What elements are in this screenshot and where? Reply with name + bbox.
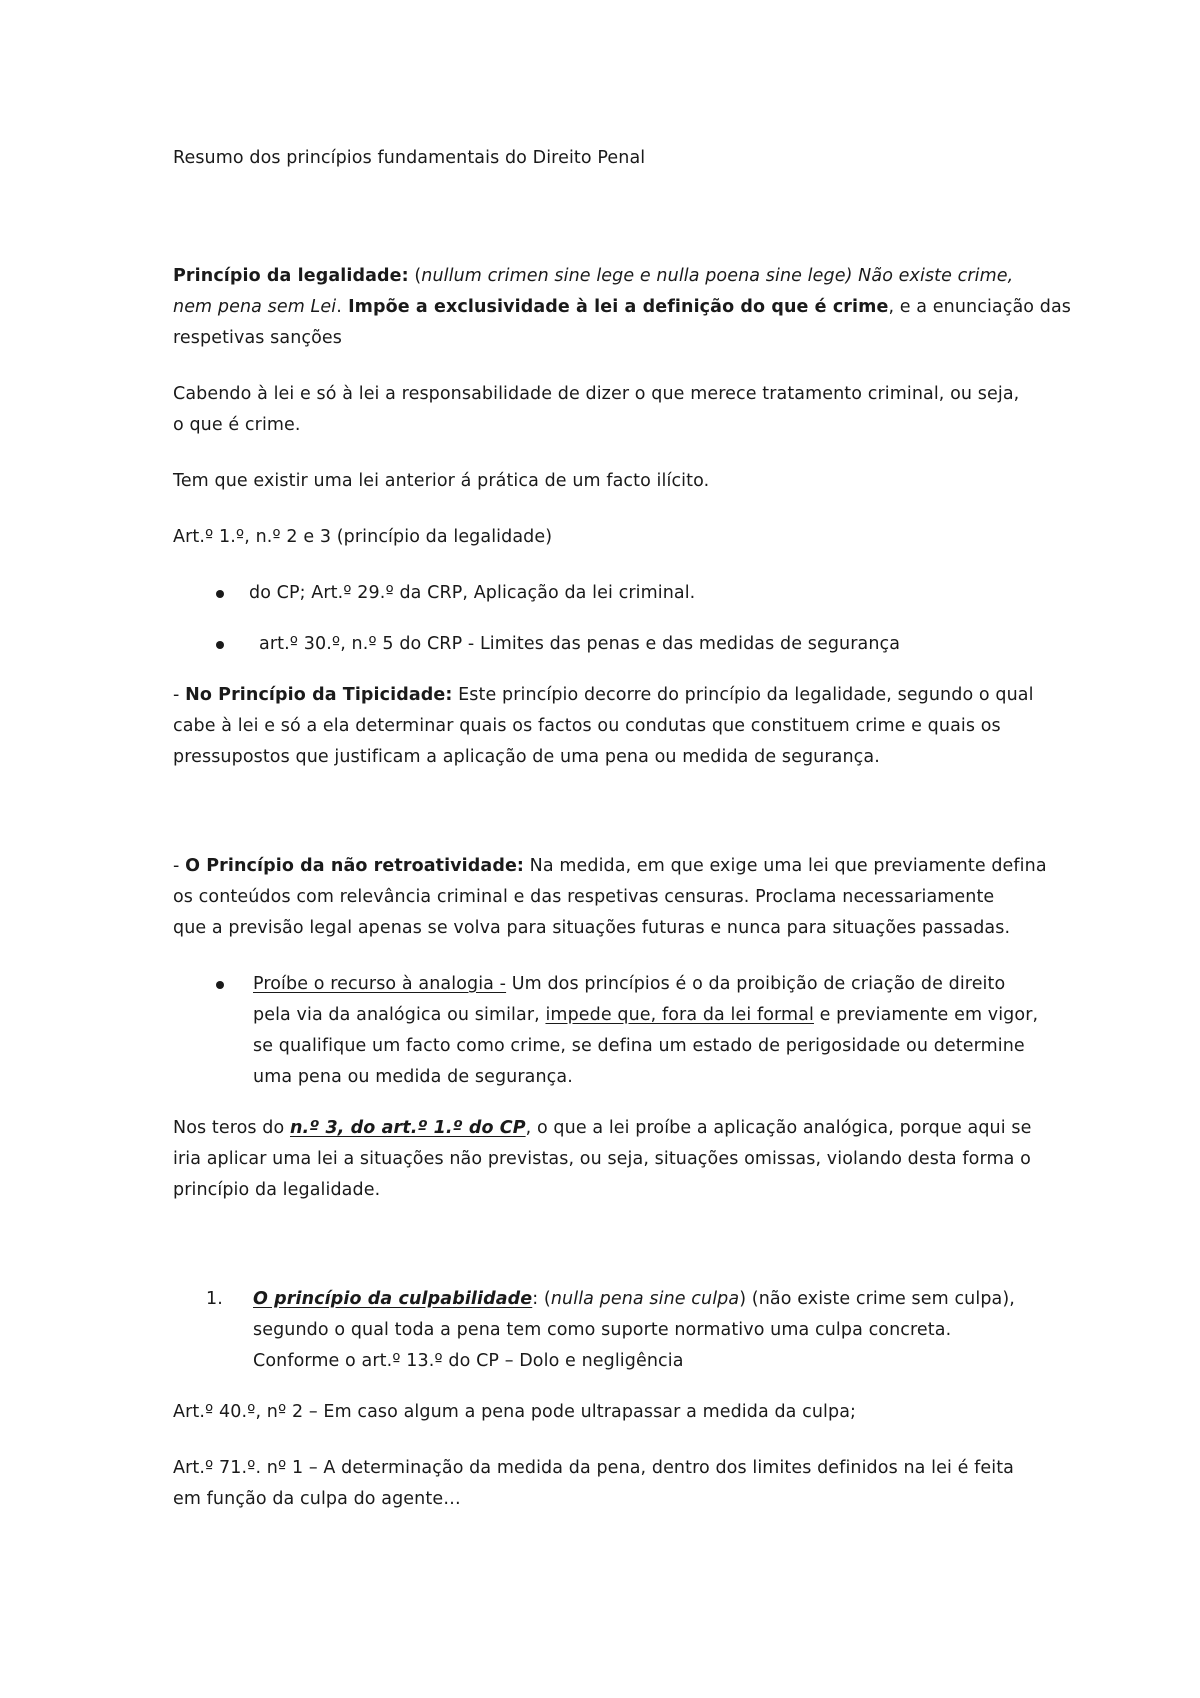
list-item: art.º 30.º, n.º 5 do CRP - Limites das penas e das medidas de segurança [173, 629, 1043, 660]
bullet-icon [216, 641, 224, 649]
legal-reference: n.º 3, do art.º 1.º do CP [289, 1118, 526, 1138]
document-title: Resumo dos princípios fundamentais do Direito Penal [173, 148, 646, 168]
analogia-label: Proíbe o recurso à analogia - [253, 974, 507, 994]
culpabilidade-label: O princípio da culpabilidade [253, 1289, 533, 1309]
numbered-item-culpabilidade: 1. O princípio da culpabilidade: (nulla pena sine culpa) (não existe crime sem culpa), segundo o qual toda a pena tem como suporte normativo uma culpa concreta. Conforme o art.º 13.º do CP – Dolo e negligência [173, 1284, 1043, 1377]
list-number: 1. [206, 1289, 223, 1309]
paragraph-art-40: Art.º 40.º, nº 2 – Em caso algum a pena pode ultrapassar a medida da culpa; [173, 1402, 857, 1422]
bullet-icon [216, 981, 224, 989]
paragraph-legalidade: Princípio da legalidade: (nullum crimen sine lege e nulla poena sine lege) Não existe crime, nem pena sem Lei. Impõe a exclusividade à lei a definição do que é crime, e a enunciação das respetivas sanções [173, 266, 1072, 348]
document-body [173, 143, 1072, 1540]
list-item-analogia: Proíbe o recurso à analogia - Um dos princípios é o da proibição de criação de direito pela via da analógica ou similar, impede que, fora da lei formal e previamente em vigor, se qualifique um facto como crime, se defina um estado de perigosidade ou determine uma pena ou medida de segurança. [173, 969, 1043, 1093]
paragraph-cabendo: Cabendo à lei e só à lei a responsabilidade de dizer o que merece tratamento criminal, ou seja, o que é crime. [173, 384, 1020, 435]
latin-maxim: nullum crimen sine lege e nulla poena sine lege) Não existe crime, [421, 266, 1014, 286]
paragraph-tipicidade: - No Princípio da Tipicidade: Este princípio decorre do princípio da legalidade, segundo o qual cabe à lei e só a ela determinar quais os factos ou condutas que constituem crime e quais os pressupostos que justificam a aplicação de uma pena ou medida de segurança. [173, 685, 1034, 767]
paragraph-retroatividade: - O Princípio da não retroatividade: Na medida, em que exige uma lei que previamente defina os conteúdos com relevância criminal e das respetivas censuras. Proclama necessariamente que a previsão legal apenas se volva para situações futuras e nunca para situações passadas. [173, 856, 1047, 938]
retroatividade-label: O Princípio da não retroatividade: [185, 856, 525, 876]
tipicidade-label: No Princípio da Tipicidade: [185, 685, 453, 705]
bullet-icon [216, 590, 224, 598]
paragraph-art-1: Art.º 1.º, n.º 2 e 3 (princípio da legalidade) [173, 527, 553, 547]
legalidade-label: Princípio da legalidade: [173, 266, 409, 286]
paragraph-lei-anterior: Tem que existir uma lei anterior á prática de um facto ilícito. [173, 471, 710, 491]
paragraph-nos-teros: Nos teros do n.º 3, do art.º 1.º do CP, o que a lei proíbe a aplicação analógica, porque aqui se iria aplicar uma lei a situações não previstas, ou seja, situações omissas, violando desta forma o princípio da legalidade. [173, 1118, 1032, 1200]
list-item: do CP; Art.º 29.º da CRP, Aplicação da lei criminal. [173, 578, 1043, 609]
paragraph-art-71: Art.º 71.º. nº 1 – A determinação da medida da pena, dentro dos limites definidos na lei é feita em função da culpa do agente… [173, 1458, 1014, 1509]
